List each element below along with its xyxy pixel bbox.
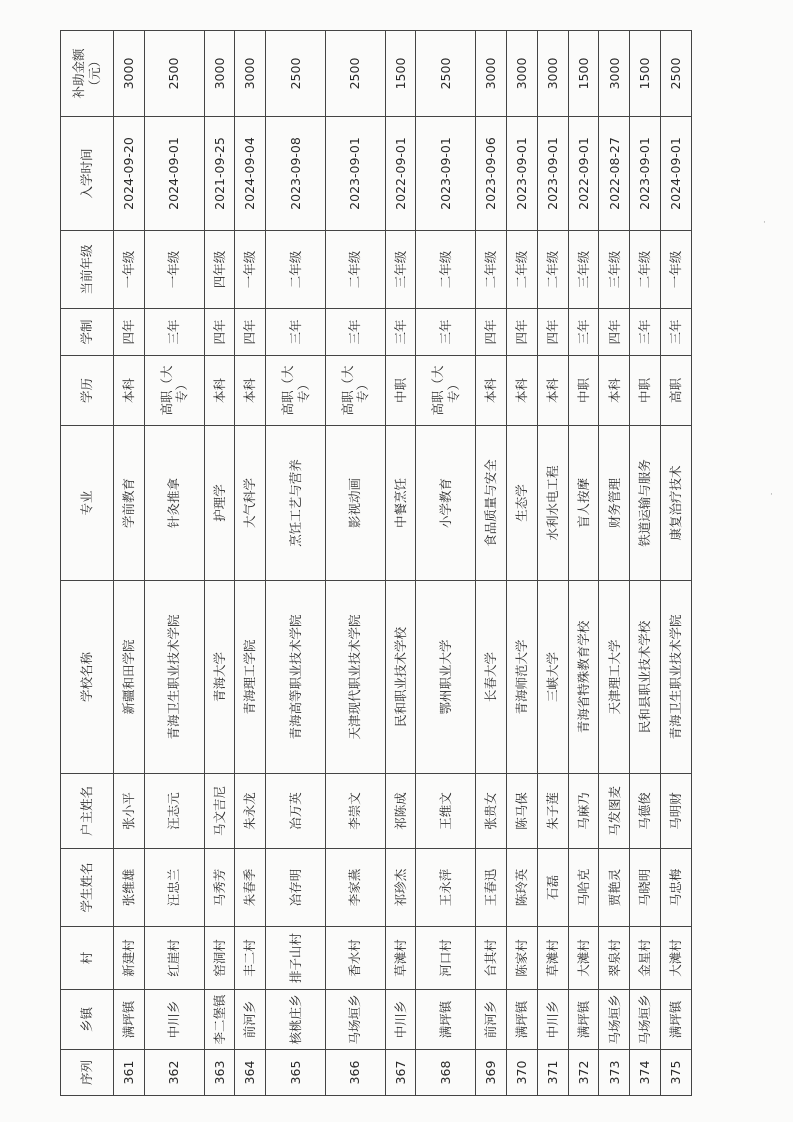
table-cell: 中职 — [385, 356, 416, 426]
column-header: 入学时间 — [61, 117, 114, 231]
table-cell: 2024-09-01 — [661, 117, 692, 231]
table-cell: 2023-09-08 — [266, 117, 326, 231]
scan-speck: · — [763, 218, 766, 228]
table-cell: 三年 — [266, 309, 326, 356]
table-cell: 张维雄 — [114, 849, 145, 927]
table-cell: 祁陈成 — [385, 774, 416, 849]
column-header: 村 — [61, 927, 114, 990]
table-cell: 香水村 — [325, 927, 385, 990]
table-cell: 中餐烹饪 — [385, 426, 416, 581]
table-cell: 李崇文 — [325, 774, 385, 849]
table-cell: 学前教育 — [114, 426, 145, 581]
table-cell: 三峡大学 — [537, 581, 568, 774]
table-cell: 冶存明 — [266, 849, 326, 927]
table-cell: 四年 — [537, 309, 568, 356]
table-cell: 363 — [204, 1050, 235, 1096]
table-cell: 马麻乃 — [568, 774, 599, 849]
table-cell: 天津理工大学 — [599, 581, 630, 774]
table-cell: 本科 — [476, 356, 507, 426]
table-cell: 中川乡 — [144, 990, 204, 1050]
table-cell: 二年级 — [630, 231, 661, 309]
table-cell: 满坪镇 — [416, 990, 476, 1050]
table-cell: 马忠梅 — [661, 849, 692, 927]
table-cell: 鄂州职业大学 — [416, 581, 476, 774]
header-row — [61, 31, 114, 1096]
table-cell: 马秀芳 — [204, 849, 235, 927]
table-cell: 护理学 — [204, 426, 235, 581]
table-cell: 王维文 — [416, 774, 476, 849]
table-row — [144, 31, 204, 1096]
table-cell: 草滩村 — [385, 927, 416, 990]
column-header: 学生姓名 — [61, 849, 114, 927]
table-row — [568, 31, 599, 1096]
table-cell: 374 — [630, 1050, 661, 1096]
table-cell: 3000 — [476, 31, 507, 117]
table-cell: 2021-09-25 — [204, 117, 235, 231]
table-cell: 水利水电工程 — [537, 426, 568, 581]
table-cell: 1500 — [385, 31, 416, 117]
column-header: 户主姓名 — [61, 774, 114, 849]
table-cell: 红崖村 — [144, 927, 204, 990]
table-cell: 2024-09-04 — [235, 117, 266, 231]
table-cell: 陈马保 — [507, 774, 538, 849]
table-cell: 2023-09-01 — [537, 117, 568, 231]
table-cell: 362 — [144, 1050, 204, 1096]
table-cell: 1500 — [568, 31, 599, 117]
table-cell: 马明财 — [661, 774, 692, 849]
table-cell: 2500 — [266, 31, 326, 117]
column-header: 乡镇 — [61, 990, 114, 1050]
table-cell: 2500 — [416, 31, 476, 117]
table-cell: 三年 — [144, 309, 204, 356]
table-cell: 大滩村 — [568, 927, 599, 990]
table-row — [266, 31, 326, 1096]
table-cell: 新疆和田学院 — [114, 581, 145, 774]
table-cell: 冶万英 — [266, 774, 326, 849]
table-cell: 金星村 — [630, 927, 661, 990]
table-cell: 361 — [114, 1050, 145, 1096]
table-cell: 食品质量与安全 — [476, 426, 507, 581]
table-cell: 排子山村 — [266, 927, 326, 990]
table-cell: 汪志元 — [144, 774, 204, 849]
table-cell: 四年 — [204, 309, 235, 356]
table-cell: 影视动画 — [325, 426, 385, 581]
table-cell: 生态学 — [507, 426, 538, 581]
table-cell: 2022-08-27 — [599, 117, 630, 231]
table-cell: 李家燕 — [325, 849, 385, 927]
table-cell: 368 — [416, 1050, 476, 1096]
table-cell: 张贵女 — [476, 774, 507, 849]
table-cell: 二年级 — [476, 231, 507, 309]
table-cell: 2024-09-01 — [144, 117, 204, 231]
table-cell: 马德俊 — [630, 774, 661, 849]
table-cell: 前河乡 — [235, 990, 266, 1050]
table-row — [630, 31, 661, 1096]
table-cell: 青海卫生职业技术学院 — [661, 581, 692, 774]
column-header: 学历 — [61, 356, 114, 426]
table-cell: 财务管理 — [599, 426, 630, 581]
table-cell: 三年 — [630, 309, 661, 356]
table-cell: 马文吉尼 — [204, 774, 235, 849]
table-cell: 核桃庄乡 — [266, 990, 326, 1050]
table-row — [204, 31, 235, 1096]
table-cell: 针灸推拿 — [144, 426, 204, 581]
scan-speck: · — [770, 490, 773, 500]
table-row — [114, 31, 145, 1096]
table-cell: 盲人按摩 — [568, 426, 599, 581]
table-cell: 2023-09-06 — [476, 117, 507, 231]
table-cell: 中川乡 — [537, 990, 568, 1050]
table-cell: 满坪镇 — [568, 990, 599, 1050]
table-cell: 青海大学 — [204, 581, 235, 774]
table-cell: 朱永龙 — [235, 774, 266, 849]
table-cell: 2024-09-20 — [114, 117, 145, 231]
table-cell: 3000 — [204, 31, 235, 117]
table-cell: 贾艳灵 — [599, 849, 630, 927]
table-cell: 2022-09-01 — [385, 117, 416, 231]
table-cell: 2500 — [325, 31, 385, 117]
table-body — [114, 31, 692, 1096]
table-cell: 2500 — [661, 31, 692, 117]
table-cell: 二年级 — [325, 231, 385, 309]
table-row — [537, 31, 568, 1096]
table-cell: 青海省特殊教育学校 — [568, 581, 599, 774]
table-cell: 康复治疗技术 — [661, 426, 692, 581]
table-row — [325, 31, 385, 1096]
table-cell: 三年 — [568, 309, 599, 356]
table-cell: 二年级 — [416, 231, 476, 309]
table-cell: 中职 — [630, 356, 661, 426]
table-cell: 三年 — [416, 309, 476, 356]
table-cell: 一年级 — [235, 231, 266, 309]
table-cell: 马晓明 — [630, 849, 661, 927]
table-cell: 石磊 — [537, 849, 568, 927]
table-cell: 民和县职业技术学校 — [630, 581, 661, 774]
table-cell: 小学教育 — [416, 426, 476, 581]
table-cell: 四年 — [114, 309, 145, 356]
table-cell: 本科 — [204, 356, 235, 426]
table-cell: 祁珍杰 — [385, 849, 416, 927]
table-cell: 二年级 — [507, 231, 538, 309]
table-cell: 三年 — [325, 309, 385, 356]
table-cell: 370 — [507, 1050, 538, 1096]
table-cell: 丰二村 — [235, 927, 266, 990]
table-cell: 满坪镇 — [661, 990, 692, 1050]
column-header: 专业 — [61, 426, 114, 581]
table-cell: 372 — [568, 1050, 599, 1096]
table-row — [235, 31, 266, 1096]
table-cell: 四年 — [507, 309, 538, 356]
table-cell: 本科 — [537, 356, 568, 426]
table-cell: 青海高等职业技术学院 — [266, 581, 326, 774]
table-cell: 陈家村 — [507, 927, 538, 990]
table-row — [385, 31, 416, 1096]
table-cell: 本科 — [235, 356, 266, 426]
student-subsidy-table — [60, 30, 692, 1096]
table-cell: 河口村 — [416, 927, 476, 990]
table-cell: 铁道运输与服务 — [630, 426, 661, 581]
table-cell: 满坪镇 — [507, 990, 538, 1050]
table-cell: 新建村 — [114, 927, 145, 990]
table-cell: 一年级 — [114, 231, 145, 309]
table-cell: 陈玲英 — [507, 849, 538, 927]
table-cell: 二年级 — [266, 231, 326, 309]
table-cell: 本科 — [599, 356, 630, 426]
table-cell: 高职（大专） — [416, 356, 476, 426]
table-cell: 375 — [661, 1050, 692, 1096]
table-cell: 365 — [266, 1050, 326, 1096]
table-cell: 李二堡镇 — [204, 990, 235, 1050]
table-cell: 3000 — [537, 31, 568, 117]
table-cell: 张小平 — [114, 774, 145, 849]
table-cell: 高职 — [661, 356, 692, 426]
table-cell: 马哈克 — [568, 849, 599, 927]
table-cell: 王永萍 — [416, 849, 476, 927]
rotated-table-container — [60, 31, 692, 1096]
table-cell: 371 — [537, 1050, 568, 1096]
table-cell: 2022-09-01 — [568, 117, 599, 231]
table-cell: 369 — [476, 1050, 507, 1096]
table-cell: 本科 — [507, 356, 538, 426]
column-header: 当前年级 — [61, 231, 114, 309]
table-cell: 2023-09-01 — [325, 117, 385, 231]
table-cell: 2023-09-01 — [630, 117, 661, 231]
table-cell: 窑洞村 — [204, 927, 235, 990]
table-cell: 马场垣乡 — [599, 990, 630, 1050]
table-cell: 翠泉村 — [599, 927, 630, 990]
table-cell: 高职（大专） — [325, 356, 385, 426]
column-header: 补助金额（元） — [61, 31, 114, 117]
table-cell: 3000 — [235, 31, 266, 117]
table-row — [416, 31, 476, 1096]
table-cell: 364 — [235, 1050, 266, 1096]
table-cell: 高职（大专） — [266, 356, 326, 426]
table-cell: 3000 — [114, 31, 145, 117]
table-cell: 四年 — [235, 309, 266, 356]
column-header: 序列 — [61, 1050, 114, 1096]
table-row — [599, 31, 630, 1096]
table-cell: 1500 — [630, 31, 661, 117]
table-row — [476, 31, 507, 1096]
column-header: 学制 — [61, 309, 114, 356]
table-cell: 朱子莲 — [537, 774, 568, 849]
table-cell: 二年级 — [537, 231, 568, 309]
table-cell: 中川乡 — [385, 990, 416, 1050]
table-cell: 中职 — [568, 356, 599, 426]
table-cell: 大滩村 — [661, 927, 692, 990]
table-cell: 民和职业技术学校 — [385, 581, 416, 774]
table-cell: 马场垣乡 — [325, 990, 385, 1050]
table-cell: 长春大学 — [476, 581, 507, 774]
table-cell: 台其村 — [476, 927, 507, 990]
table-cell: 高职（大专） — [144, 356, 204, 426]
table-cell: 367 — [385, 1050, 416, 1096]
table-cell: 2023-09-01 — [416, 117, 476, 231]
table-cell: 烹饪工艺与营养 — [266, 426, 326, 581]
table-cell: 一年级 — [661, 231, 692, 309]
table-cell: 马场垣乡 — [630, 990, 661, 1050]
table-cell: 四年 — [599, 309, 630, 356]
table-cell: 满坪镇 — [114, 990, 145, 1050]
table-cell: 草滩村 — [537, 927, 568, 990]
table-cell: 大气科学 — [235, 426, 266, 581]
table-row — [507, 31, 538, 1096]
table-cell: 青海师范大学 — [507, 581, 538, 774]
table-cell: 3000 — [507, 31, 538, 117]
table-cell: 一年级 — [144, 231, 204, 309]
column-header: 学校名称 — [61, 581, 114, 774]
table-cell: 3000 — [599, 31, 630, 117]
table-row — [661, 31, 692, 1096]
table-cell: 三年级 — [599, 231, 630, 309]
table-cell: 青海卫生职业技术学院 — [144, 581, 204, 774]
table-cell: 青海理工学院 — [235, 581, 266, 774]
table-cell: 三年级 — [385, 231, 416, 309]
table-cell: 三年 — [661, 309, 692, 356]
table-cell: 汪忠兰 — [144, 849, 204, 927]
table-cell: 373 — [599, 1050, 630, 1096]
table-cell: 2500 — [144, 31, 204, 117]
table-cell: 王春迅 — [476, 849, 507, 927]
table-cell: 三年级 — [568, 231, 599, 309]
table-cell: 三年 — [385, 309, 416, 356]
table-cell: 本科 — [114, 356, 145, 426]
table-cell: 2023-09-01 — [507, 117, 538, 231]
table-cell: 四年 — [476, 309, 507, 356]
table-cell: 马发图麦 — [599, 774, 630, 849]
table-cell: 366 — [325, 1050, 385, 1096]
table-cell: 天津现代职业技术学院 — [325, 581, 385, 774]
table-cell: 前河乡 — [476, 990, 507, 1050]
table-cell: 朱春季 — [235, 849, 266, 927]
table-cell: 四年级 — [204, 231, 235, 309]
